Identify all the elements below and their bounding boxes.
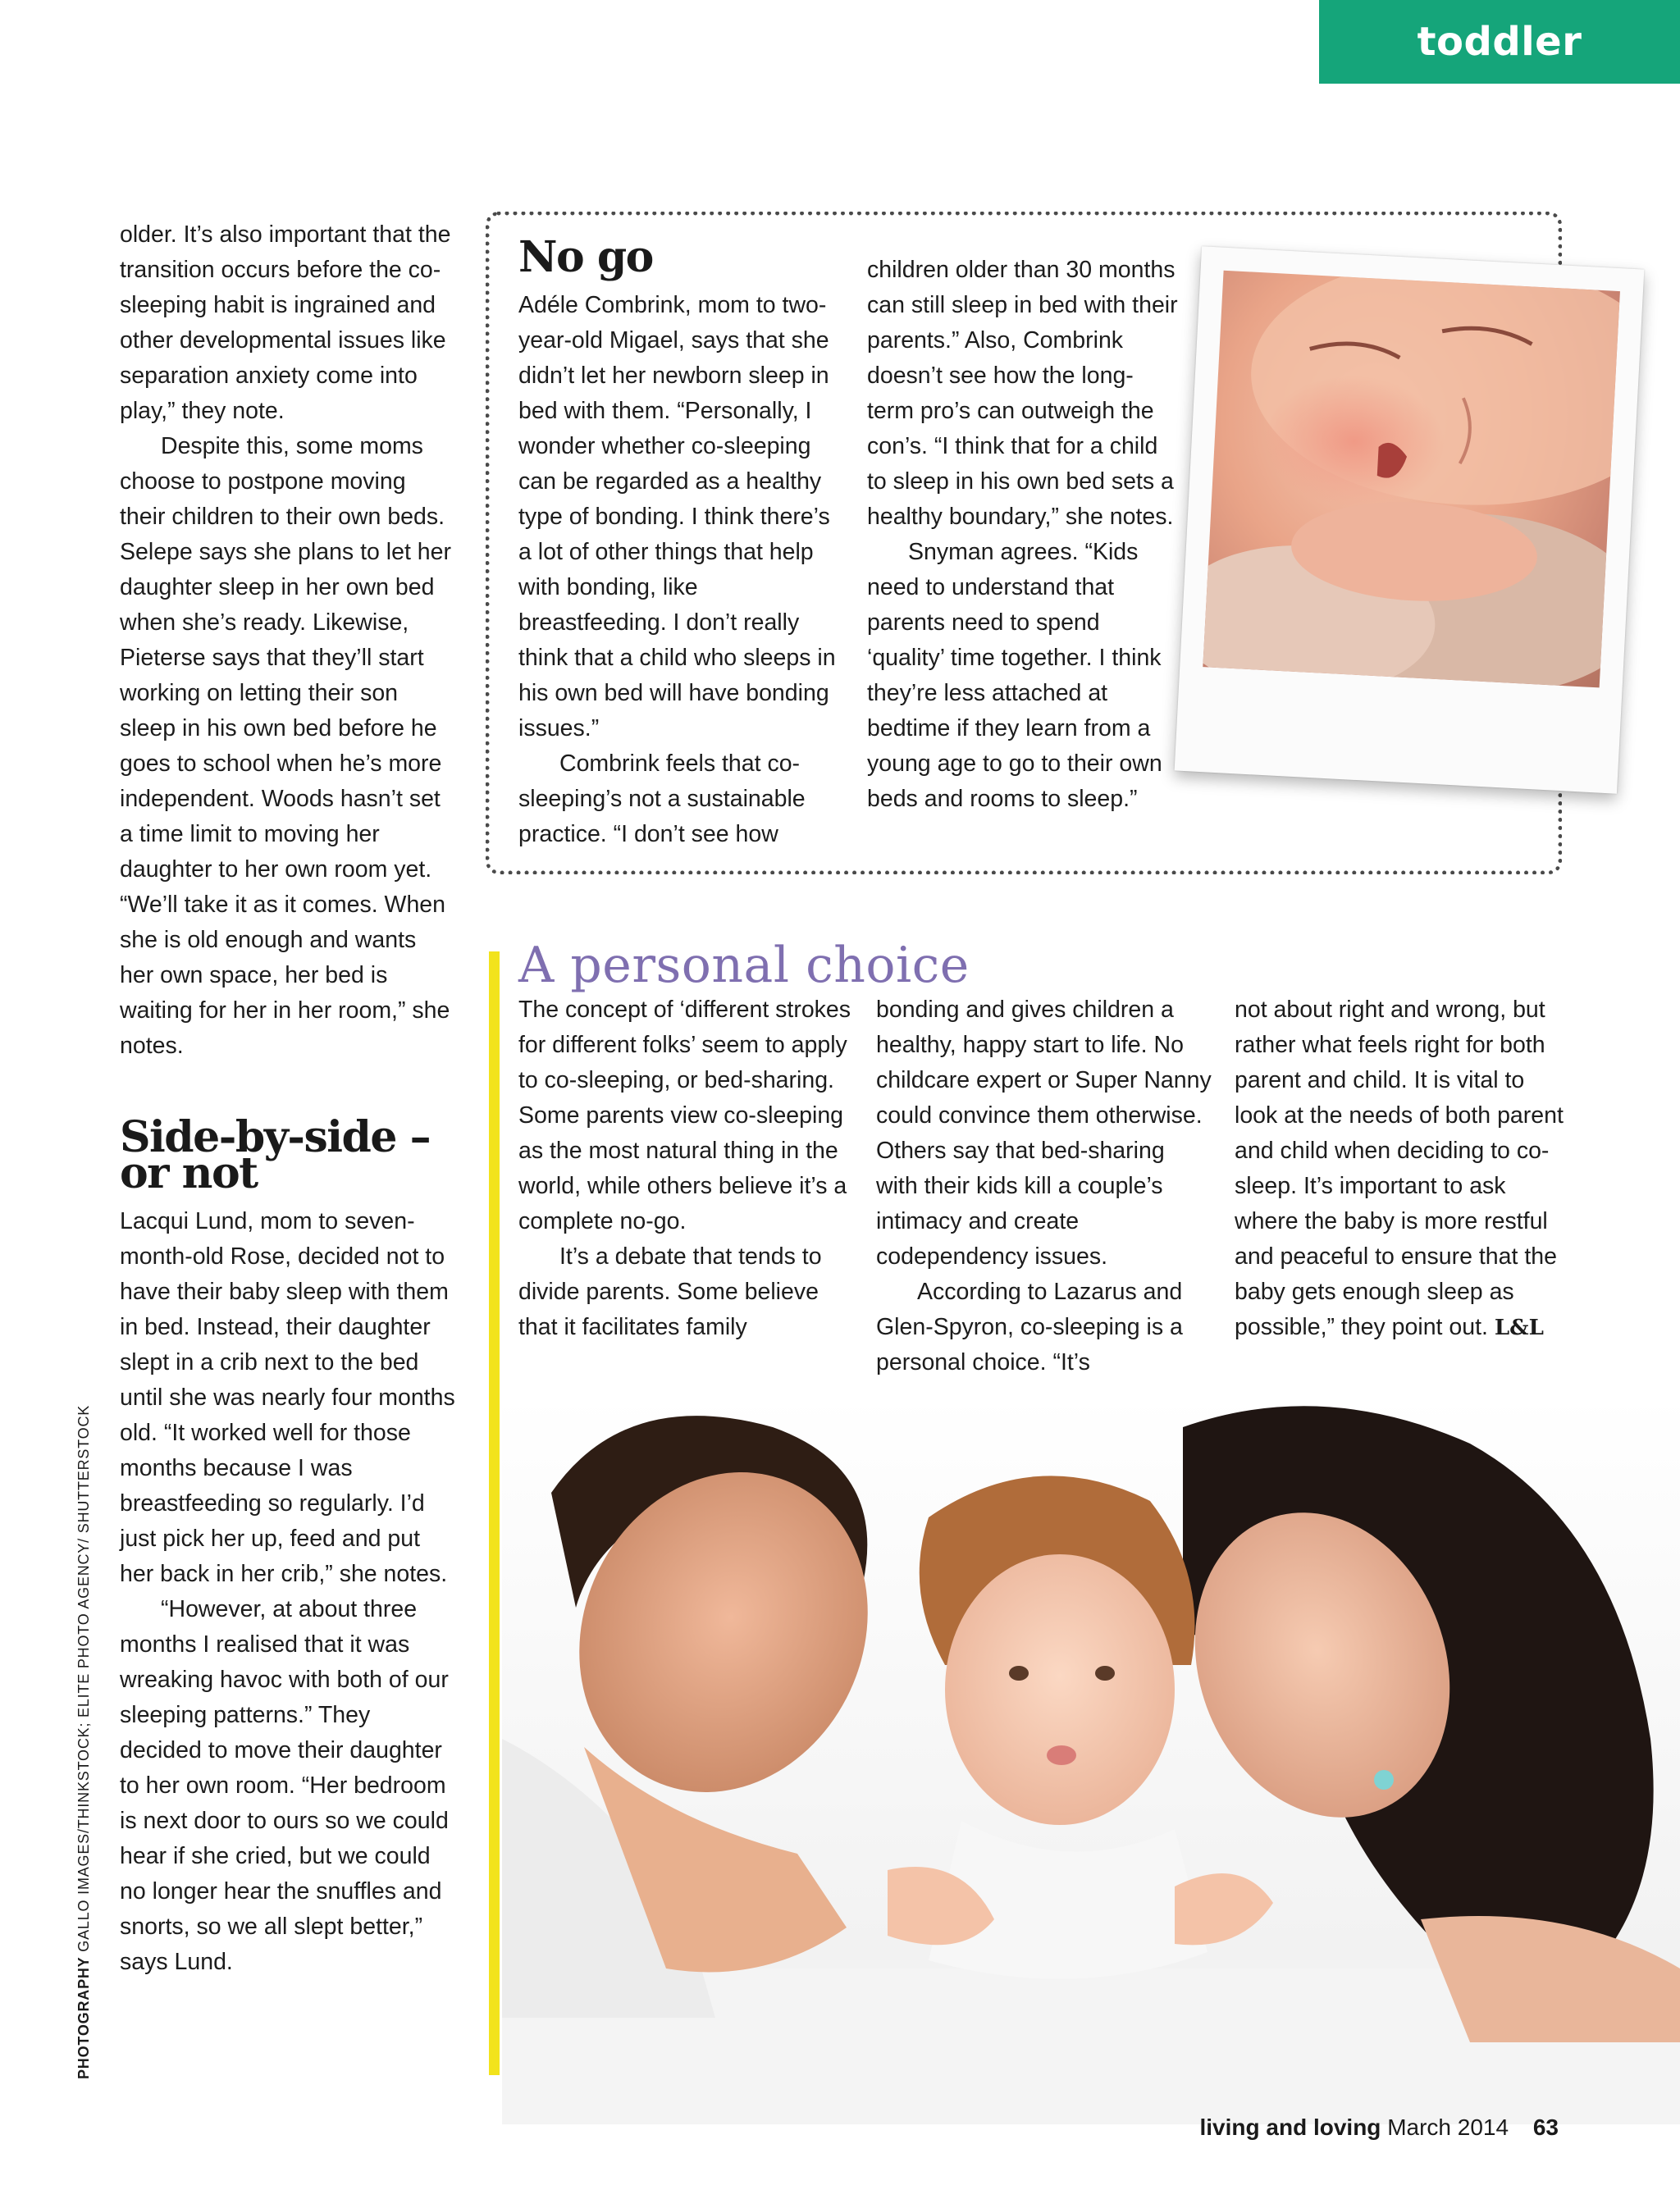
left-column-top [120, 217, 456, 1064]
sleeping-baby-image [1203, 271, 1620, 688]
paragraph: older. It’s also important that the transition occurs before the co-sleeping habit is ingrained and other developmental issues like separation anxiety come into play,” they note. [120, 221, 451, 424]
no-go-heading: No go [518, 232, 653, 282]
personal-choice-heading: A personal choice [518, 937, 970, 994]
paragraph: The concept of ‘different strokes for different folks’ seem to apply to co-sleeping, or bed-sharing. Some parents view co-sleeping as the most natural thing in the world, while others believe it’s a complete no-go. [518, 997, 851, 1234]
end-mark: L&L [1494, 1316, 1544, 1340]
paragraph: Combrink feels that co-sleeping’s not a sustainable practice. “I don’t see how [518, 750, 806, 847]
page-number: 63 [1532, 2114, 1559, 2140]
section-tab: toddler [1319, 0, 1680, 84]
paragraph: Snyman agrees. “Kids need to understand that parents need to spend ‘quality’ time together. I think they’re less attached at bedtime if they learn from a young age to go to their own beds and rooms to sleep.” [867, 539, 1162, 812]
no-go-column-1 [518, 288, 847, 852]
left-column-bottom [120, 1204, 456, 1980]
no-go-column-2 [867, 253, 1179, 817]
paragraph: According to Lazarus and Glen-Spyron, co-sleeping is a personal choice. “It’s [876, 1279, 1183, 1375]
paragraph [1235, 992, 1571, 1346]
personal-choice-column-3 [1235, 992, 1571, 1346]
paragraph: It’s a debate that tends to divide parents. Some believe that it facilitates family [518, 1243, 822, 1340]
paragraph: children older than 30 months can still sleep in bed with their parents.” Also, Combrink doesn’t see how the long-term pro’s can outweigh the con’s. “I think that for a child to sleep in his own bed sets a healthy boundary,” she notes. [867, 257, 1178, 530]
paragraph: Adéle Combrink, mom to two-year-old Migael, says that she didn’t let her newborn sleep in bed with them. “Personally, I wonder whether co-sleeping can be regarded as a healthy type of bonding. I think there’s a lot of other things that help with bonding, like breastfeeding. I don’t really think that a child who sleeps in his own bed will have bonding issues.” [518, 292, 836, 741]
personal-choice-column-1 [518, 992, 855, 1345]
page-footer [1173, 2114, 1559, 2141]
paragraph: bonding and gives children a healthy, happy start to life. No childcare expert or Super Nanny could convince them otherwise. Others say that bed-sharing with their kids kill a couple’s intimacy and create codependency issues. [876, 997, 1212, 1270]
issue-date: March 2014 [1387, 2114, 1509, 2140]
paragraph: Lacqui Lund, mom to seven-month-old Rose, decided not to have their baby sleep with them in bed. Instead, their daughter slept in a crib next to the bed until she was nearly four months old. “It worked well for those months because I was breastfeeding so regularly. I’d just pick her up, feed and put her back in her crib,” she notes. [120, 1208, 455, 1587]
subhead-side-by-side: Side-by-side – or not [120, 1112, 431, 1198]
paragraph: Despite this, some moms choose to postpone moving their children to their own beds. Selepe says she plans to let her daughter sleep in her own bed when she’s ready. Likewise, Pieterse says that they’ll start working on letting their son sleep in his own bed before he goes to school when he’s more independent. Woods hasn’t set a time limit to moving her daughter to her own room yet. “We’ll take it as it comes. When she is old enough and wants her own space, her bed is waiting for her in her room,” she notes. [120, 433, 451, 1059]
magazine-name: living and loving [1199, 2114, 1381, 2140]
credit-label: PHOTOGRAPHY [75, 1956, 92, 2079]
accent-rule [489, 951, 500, 2075]
paragraph: “However, at about three months I realised that it was wreaking havoc with both of our sleeping patterns.” They decided to move their daughter to her own room. “Her bedroom is next door to ours so we could hear if she cried, but we could no longer hear the snuffles and snorts, so we all slept better,” says Lund. [120, 1596, 449, 1975]
personal-choice-column-2 [876, 992, 1212, 1380]
photo-credit [75, 1404, 93, 2079]
baby-polaroid-photo [1175, 246, 1645, 793]
paragraph-text: not about right and wrong, but rather what feels right for both parent and child. It is vital to look at the needs of both parent and child when deciding to co-sleep. It’s important to ask where the baby is more restful and peaceful to ensure that the baby gets enough sleep as possible,” they point out. [1235, 997, 1564, 1340]
family-kiss-photo [502, 1394, 1680, 2124]
credit-text: GALLO IMAGES/THINKSTOCK; ELITE PHOTO AGENCY/ SHUTTERSTOCK [75, 1404, 92, 1952]
